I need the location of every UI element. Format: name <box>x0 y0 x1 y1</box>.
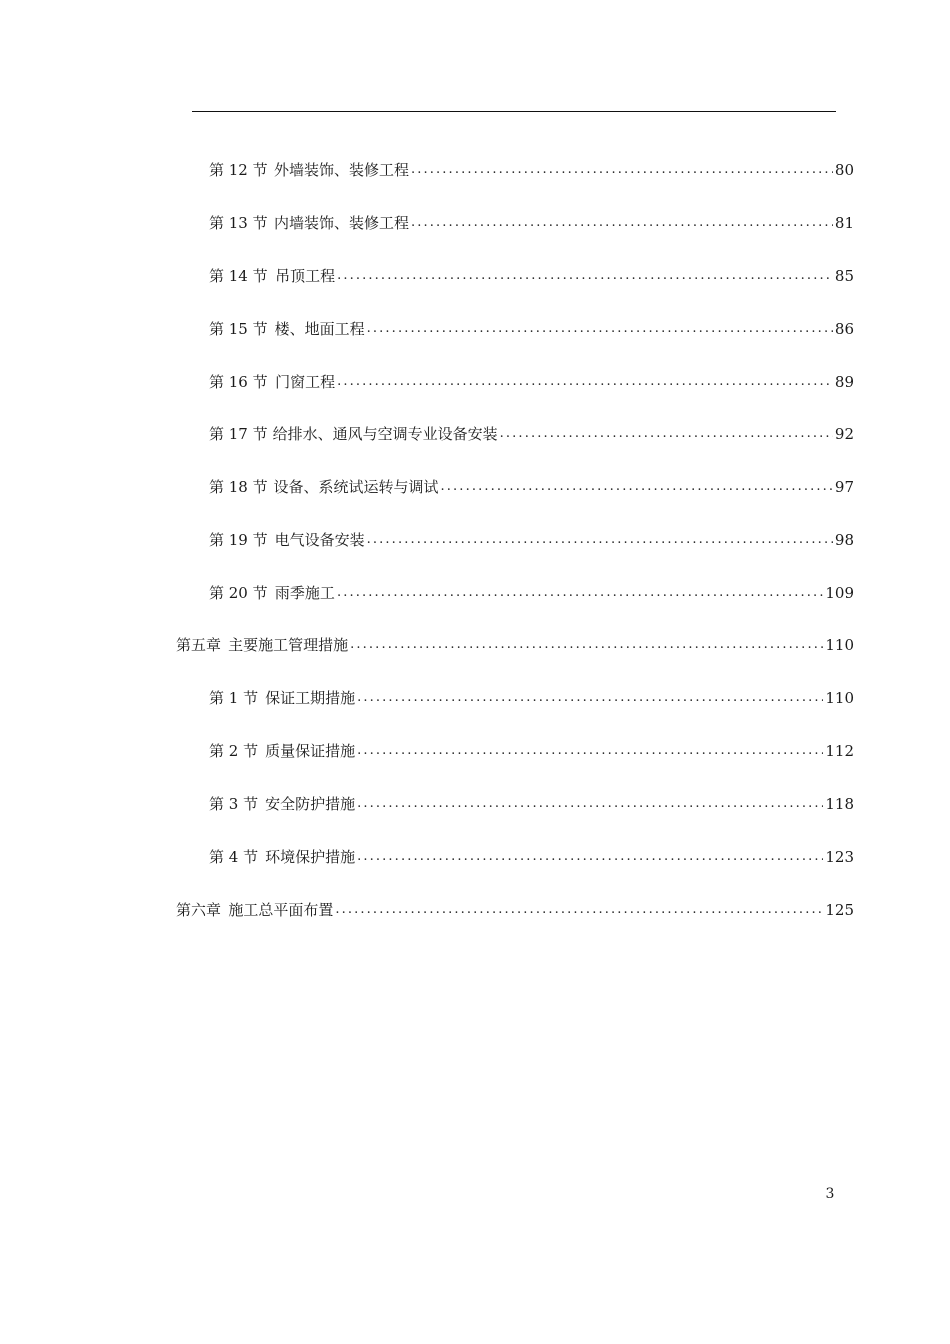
toc-entry-title: 环境保护措施 <box>265 848 356 866</box>
toc-entry-title: 门窗工程 <box>275 373 336 391</box>
toc-entry-number: 第五章 <box>176 636 222 654</box>
toc-entry-section-14[interactable] <box>209 262 854 286</box>
toc-dot-leader <box>357 688 823 708</box>
toc-entry-page: 98 <box>834 531 854 549</box>
toc-entry-section-15[interactable] <box>209 315 854 339</box>
toc-entry-page: 86 <box>834 320 854 338</box>
toc-entry-title: 安全防护措施 <box>265 795 356 813</box>
toc-entry-number: 第 18 节 <box>209 478 268 496</box>
toc-dot-leader <box>367 530 833 550</box>
toc-entry-number: 第 2 节 <box>209 742 259 760</box>
toc-entry-chapter-5[interactable] <box>176 631 854 655</box>
toc-entry-section-1[interactable] <box>209 684 854 708</box>
toc-entry-page: 123 <box>825 848 854 866</box>
toc-entry-section-2[interactable] <box>209 737 854 761</box>
toc-entry-title: 吊顶工程 <box>275 267 336 285</box>
toc-entry-section-20[interactable] <box>209 579 854 603</box>
toc-entry-number: 第六章 <box>176 901 222 919</box>
toc-entry-number: 第 14 节 <box>209 267 268 285</box>
toc-dot-leader <box>337 583 823 603</box>
toc-entry-page: 109 <box>825 584 854 602</box>
toc-entry-title: 内墙装饰、装修工程 <box>273 214 409 232</box>
toc-entry-number: 第 20 节 <box>209 584 268 602</box>
toc-dot-leader <box>357 847 823 867</box>
toc-entry-page: 81 <box>834 214 854 232</box>
toc-entry-number: 第 17 节 <box>209 425 268 443</box>
toc-dot-leader <box>367 319 833 339</box>
toc-entry-section-3[interactable] <box>209 790 854 814</box>
toc-entry-page: 118 <box>825 795 854 813</box>
toc-entry-number: 第 12 节 <box>209 161 268 179</box>
toc-dot-leader <box>357 741 823 761</box>
toc-dot-leader <box>500 424 833 444</box>
toc-entry-page: 92 <box>834 425 854 443</box>
toc-dot-leader <box>357 794 823 814</box>
toc-entry-number: 第 16 节 <box>209 373 268 391</box>
toc-dot-leader <box>337 266 833 286</box>
toc-entry-page: 97 <box>834 478 854 496</box>
toc-entry-number: 第 4 节 <box>209 848 259 866</box>
toc-entry-section-17[interactable] <box>209 420 854 444</box>
toc-entry-title: 保证工期措施 <box>265 689 356 707</box>
toc-entry-section-4[interactable] <box>209 843 854 867</box>
toc-entry-section-18[interactable] <box>209 473 854 497</box>
toc-dot-leader <box>441 477 833 497</box>
toc-entry-chapter-6[interactable] <box>176 896 854 920</box>
toc-entry-title: 主要施工管理措施 <box>228 636 349 654</box>
toc-entry-title: 设备、系统试运转与调试 <box>273 478 439 496</box>
toc-dot-leader <box>337 372 833 392</box>
toc-entry-number: 第 13 节 <box>209 214 268 232</box>
toc-entry-title: 给排水、通风与空调专业设备安装 <box>272 425 498 443</box>
toc-entry-page: 85 <box>834 267 854 285</box>
toc-entry-number: 第 3 节 <box>209 795 259 813</box>
toc-entry-number: 第 19 节 <box>209 531 268 549</box>
page-number: 3 <box>825 1186 835 1202</box>
toc-entry-title: 电气设备安装 <box>274 531 365 549</box>
toc-entry-section-16[interactable] <box>209 368 854 392</box>
toc-entry-number: 第 15 节 <box>209 320 268 338</box>
toc-entry-page: 125 <box>825 901 854 919</box>
toc-entry-section-12[interactable] <box>209 156 854 180</box>
toc-entry-page: 110 <box>825 636 854 654</box>
toc-entry-number: 第 1 节 <box>209 689 259 707</box>
toc-dot-leader <box>350 635 823 655</box>
header-rule <box>192 111 836 112</box>
toc-entry-title: 施工总平面布置 <box>228 901 334 919</box>
toc-dot-leader <box>411 160 833 180</box>
toc-entry-page: 112 <box>825 742 854 760</box>
toc-entry-title: 外墙装饰、装修工程 <box>273 161 409 179</box>
toc-entry-page: 110 <box>825 689 854 707</box>
toc-entry-section-19[interactable] <box>209 526 854 550</box>
toc-dot-leader <box>411 213 833 233</box>
toc-entry-section-13[interactable] <box>209 209 854 233</box>
toc-dot-leader <box>335 900 823 920</box>
toc-entry-page: 89 <box>834 373 854 391</box>
toc-entry-title: 雨季施工 <box>274 584 335 602</box>
toc-entry-page: 80 <box>834 161 854 179</box>
toc-entry-title: 质量保证措施 <box>265 742 356 760</box>
toc-entry-title: 楼、地面工程 <box>274 320 365 338</box>
